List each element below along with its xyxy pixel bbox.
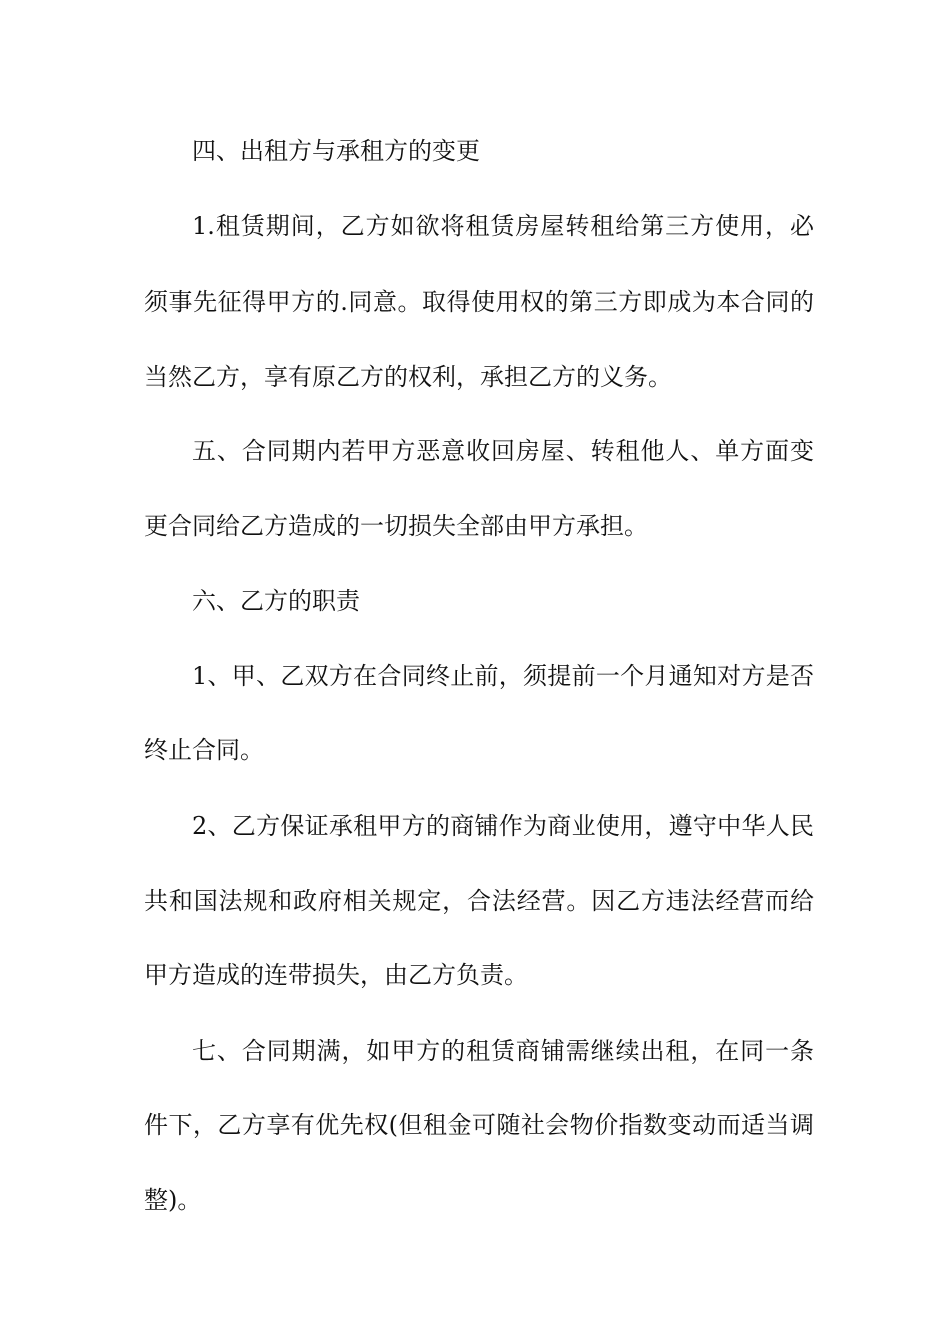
paragraph-line: 更合同给乙方造成的一切损失全部由甲方承担。 [144,512,648,540]
paragraph-line: 须事先征得甲方的.同意。取得使用权的第三方即成为本合同的 [144,288,814,316]
paragraph-line: 共和国法规和政府相关规定，合法经营。因乙方违法经营而给 [144,887,814,915]
section-heading-6: 六、乙方的职责 [192,587,360,615]
section-heading-5: 五、合同期内若甲方恶意收回房屋、转租他人、单方面变 [192,437,814,465]
paragraph-line: 件下，乙方享有优先权(但租金可随社会物价指数变动而适当调 [144,1111,814,1139]
paragraph-line: 整)。 [144,1186,202,1214]
paragraph-line: 终止合同。 [144,736,264,764]
paragraph-line: 当然乙方，享有原乙方的权利，承担乙方的义务。 [144,363,672,391]
paragraph-line: 1、甲、乙双方在合同终止前，须提前一个月通知对方是否 [192,662,814,690]
paragraph-line: 2、乙方保证承租甲方的商铺作为商业使用，遵守中华人民 [192,812,814,840]
paragraph-line: 甲方造成的连带损失，由乙方负责。 [144,961,528,989]
section-heading-7: 七、合同期满，如甲方的租赁商铺需继续出租，在同一条 [192,1037,814,1065]
section-heading-4: 四、出租方与承租方的变更 [192,137,480,165]
paragraph-line: 1.租赁期间，乙方如欲将租赁房屋转租给第三方使用，必 [192,212,814,240]
